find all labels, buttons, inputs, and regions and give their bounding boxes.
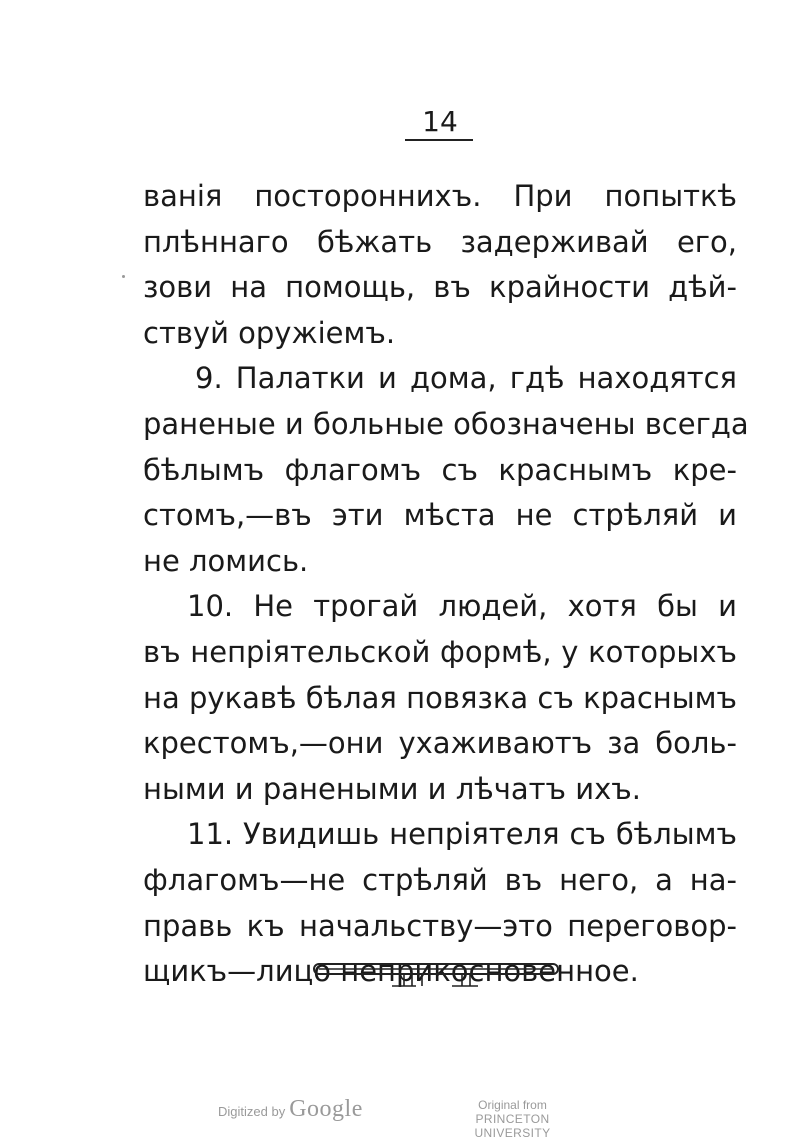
institution-label: PRINCETON UNIVERSITY bbox=[474, 1112, 551, 1140]
digitized-by-label: Digitized by bbox=[218, 1104, 286, 1119]
text-line: правь къ начальству—это переговор- bbox=[143, 908, 737, 943]
original-from-watermark bbox=[440, 1098, 585, 1140]
ornament-divider bbox=[312, 960, 562, 990]
scan-speck bbox=[122, 275, 125, 278]
text-line: раненые и больные обозначены всегда bbox=[143, 406, 749, 441]
original-from-label: Original from bbox=[478, 1098, 547, 1112]
text-line: ванія постороннихъ. При попыткѣ bbox=[143, 179, 737, 213]
page-number: 14 bbox=[422, 105, 458, 138]
text-line: флагомъ—не стрѣляй въ него, а на- bbox=[143, 862, 737, 897]
paragraph-9-start: 9. Палатки и дома, гдѣ находятся bbox=[195, 361, 737, 396]
text-line: ствуй оружіемъ. bbox=[143, 315, 396, 350]
page-number-rule bbox=[405, 139, 473, 141]
text-line: не ломись. bbox=[143, 543, 309, 578]
text-line: зови на помощь, въ крайности дѣй- bbox=[143, 270, 737, 305]
paragraph-10-start: 10. Не трогай людей, хотя бы и bbox=[187, 589, 737, 624]
text-line: въ непріятельской формѣ, у которыхъ bbox=[143, 634, 737, 669]
text-line: на рукавѣ бѣлая повязка съ краснымъ bbox=[143, 680, 737, 715]
google-logo-text: Google bbox=[289, 1096, 363, 1122]
paragraph-11-start: 11. Увидишь непріятеля съ бѣлымъ bbox=[187, 817, 737, 852]
digitized-by-watermark bbox=[218, 1096, 363, 1123]
text-line: стомъ,—въ эти мѣста не стрѣляй и bbox=[143, 498, 737, 533]
text-line: крестомъ,—они ухаживаютъ за боль- bbox=[143, 726, 737, 761]
text-line: ными и ранеными и лѣчатъ ихъ. bbox=[143, 771, 641, 806]
text-line: бѣлымъ флагомъ съ краснымъ кре- bbox=[143, 452, 737, 487]
body-text bbox=[143, 174, 749, 995]
text-line: щикъ—лицо неприкосновенное. bbox=[143, 954, 639, 989]
text-line: плѣннаго бѣжать задерживай его, bbox=[143, 224, 737, 259]
